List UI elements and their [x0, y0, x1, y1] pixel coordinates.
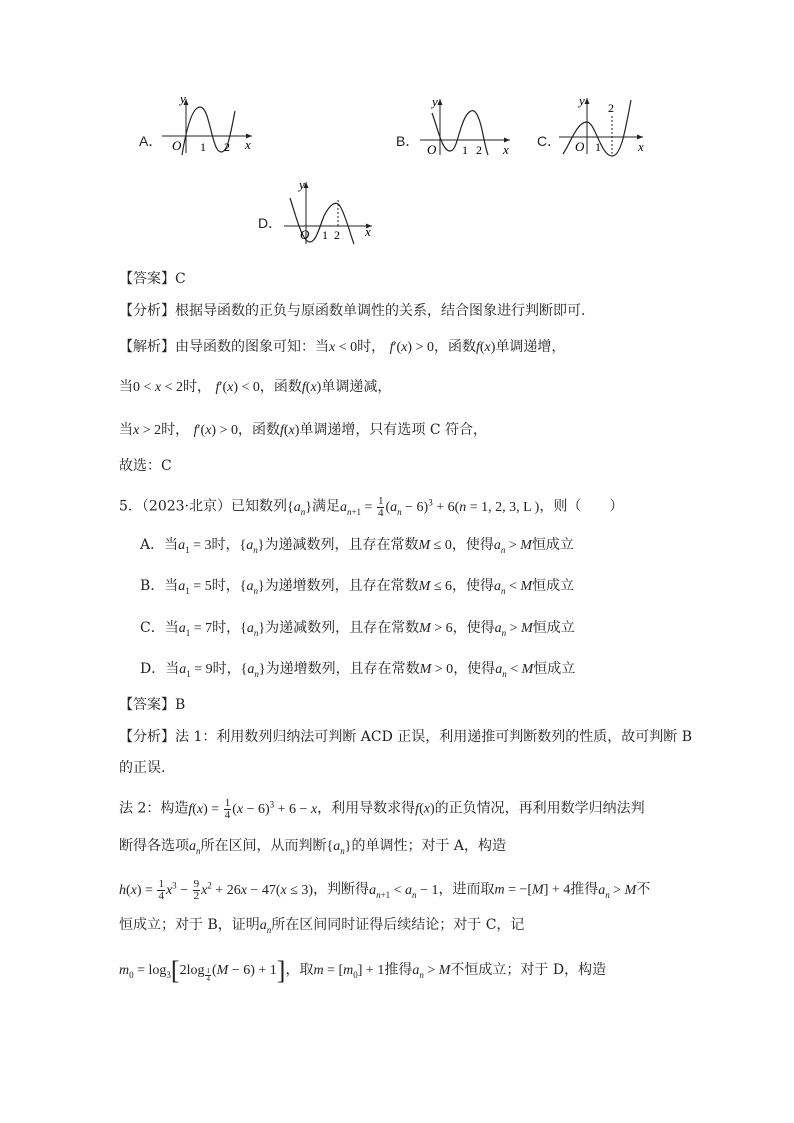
text-segment: B．当	[140, 578, 179, 594]
math-inline: $\{a_n\}$	[239, 538, 265, 555]
option-d-y-label: y	[299, 177, 305, 192]
math-inline: $a_n > M$	[493, 538, 532, 555]
text-segment: 时，	[211, 537, 240, 553]
option-c-graph	[557, 92, 652, 161]
option-b-tick-2: 2	[476, 143, 482, 157]
text-segment: 法 1：利用数列归纳法可判断 ACD 正误，利用递推可判断数列的性质，故可判断 B	[175, 729, 693, 745]
text-segment: ，利用导数求得	[317, 800, 416, 817]
math-inline: $\{a_n\}$	[287, 499, 312, 517]
q5-stem	[119, 492, 623, 521]
option-d-origin: O	[300, 227, 310, 242]
text-segment: ，使得	[451, 537, 494, 553]
text-segment: 单调递增，只有选项 C 符合，	[299, 422, 488, 438]
q5-option-c	[140, 618, 575, 643]
text-segment: ，判断得	[313, 881, 370, 898]
text-segment: 单调递减，	[321, 379, 392, 395]
math-inline: f(x)	[279, 423, 300, 438]
math-inline: 0 < x < 2	[133, 380, 184, 395]
math-inline: $a_1 = 7$	[178, 621, 213, 638]
text-segment: ，使得	[453, 661, 496, 677]
math-inline: f(x)	[475, 340, 496, 355]
math-inline: f(x)	[415, 801, 435, 817]
text-segment: 为递增数列，且存在常数	[265, 661, 420, 677]
option-c-origin: O	[575, 139, 585, 154]
q4-answer-tag: 【答案】	[119, 271, 175, 287]
q4-solution-line-1	[119, 337, 565, 358]
math-inline: f(x)	[301, 380, 322, 395]
q5-analysis-line-3	[119, 794, 645, 821]
text-segment: 时，	[211, 578, 240, 594]
option-d-x-label: x	[365, 224, 371, 239]
math-inline: h(x) = $\frac{1}{4}$ $x^3$ − $\frac{9}{2}$ $x^2 + 26x - 47(x \le 3)$	[119, 877, 314, 902]
text-segment: 恒成立	[533, 661, 576, 677]
text-segment: 法 2：构造	[119, 800, 189, 817]
text-segment: 的单调性；对于 A，构造	[351, 838, 507, 854]
text-segment: 时，	[183, 379, 212, 395]
text-segment: 恒成立；对于 B，证明	[119, 917, 260, 933]
math-inline: $a_1 = 9$	[179, 662, 213, 679]
q5-answer-line	[119, 695, 185, 715]
q5-option-a	[140, 535, 574, 560]
q5-analysis-line-1	[119, 727, 692, 747]
text-segment: 所在区间同时证得后续结论；对于 C，记	[271, 917, 525, 933]
q4-analysis-line	[119, 301, 585, 321]
q4-analysis-tag: 【分析】	[119, 303, 175, 319]
q5-analysis-line-6	[119, 915, 524, 940]
text-segment: ，使得	[452, 620, 495, 636]
math-inline: $\{a_n\}$	[240, 621, 266, 638]
math-inline: $a_n > M$	[494, 621, 533, 638]
q4-solution-line-2	[119, 377, 391, 398]
math-inline: f(x) = $\frac{1}{4}$ $(x - 6)^3 + 6 - x$	[188, 796, 318, 821]
text-segment: ，函数	[433, 339, 476, 355]
math-inline: $\{a_n\}$	[326, 839, 352, 856]
math-inline: $a_n < M$	[494, 579, 533, 596]
math-inline: $a_{n+1} < a_n - 1$	[369, 882, 439, 900]
text-segment: 的正负情况，再利用数学归纳法判	[434, 800, 645, 817]
text-segment: 满足	[311, 498, 340, 515]
math-inline: M ≤ 0	[418, 538, 452, 553]
text-segment: 当	[119, 379, 133, 395]
text-segment: D．当	[140, 661, 180, 677]
q5-option-d	[140, 659, 575, 684]
text-segment: 时，	[212, 661, 241, 677]
text-segment: ，使得	[452, 578, 495, 594]
q5-answer-value: B	[175, 697, 186, 713]
q5-answer-tag: 【答案】	[119, 697, 175, 713]
math-inline: $a_n$	[259, 918, 272, 935]
text-segment: 单调递增，	[495, 339, 566, 355]
q5-analysis-line-2: 的正误.	[119, 760, 166, 776]
q4-answer-line	[119, 269, 186, 289]
text-segment: 为递增数列，且存在常数	[264, 578, 419, 594]
option-b-x-label: x	[503, 142, 509, 157]
text-segment: 恒成立	[532, 578, 575, 594]
text-segment: 由导函数的图象可知：当	[175, 339, 329, 355]
text-segment: 为递减数列，且存在常数	[265, 620, 420, 636]
q5-option-b	[140, 576, 574, 601]
option-c-tick-1: 1	[595, 140, 601, 154]
option-a-y-label: y	[180, 91, 186, 106]
option-d-tick-1: 1	[322, 228, 328, 242]
option-d-letter: D．	[258, 215, 283, 231]
math-inline: $a_1 = 3$	[178, 538, 212, 555]
q4-solution-tag: 【解析】	[119, 339, 175, 355]
math-inline: x > 2	[133, 423, 162, 438]
text-segment: A．当	[140, 537, 179, 553]
text-segment: 5．（2023·北京）已知数列	[119, 498, 287, 515]
q5-analysis-line-5	[119, 875, 650, 904]
math-inline: M > 0	[419, 662, 454, 677]
text-segment: ，取	[285, 962, 314, 978]
math-inline: m = −[M] + 4	[494, 882, 571, 898]
option-d-tick-2: 2	[334, 228, 340, 242]
math-inline: $a_n > M$	[598, 882, 637, 900]
q5-analysis-tag: 【分析】	[119, 729, 175, 745]
option-b-tick-1: 1	[462, 143, 468, 157]
option-b-letter: B．	[396, 133, 420, 149]
text-segment: 推得	[384, 962, 413, 978]
math-inline: $a_n$	[189, 839, 201, 856]
text-segment: 所在区间，从而判断	[200, 838, 327, 854]
text-segment: 为递减数列，且存在常数	[264, 537, 419, 553]
option-a-letter: A．	[139, 133, 163, 149]
text-segment: 恒成立	[531, 537, 574, 553]
text-segment: ，函数	[237, 422, 280, 438]
option-a-origin: O	[172, 138, 182, 153]
option-b-origin: O	[427, 142, 437, 157]
option-d-graph	[282, 178, 377, 252]
q4-answer-value: C	[175, 271, 186, 287]
text-segment: 推得	[570, 881, 599, 898]
q5-analysis-line-7	[119, 955, 607, 985]
math-inline: $a_n < M$	[495, 662, 534, 679]
option-a-x-label: x	[245, 137, 251, 152]
option-b-graph	[418, 95, 518, 161]
text-segment: 时，	[212, 620, 241, 636]
option-c-y-label: y	[579, 93, 585, 108]
math-inline: $\{a_n\}$	[239, 579, 265, 596]
math-inline: M > 6	[419, 621, 453, 636]
option-b-y-label: y	[432, 94, 438, 109]
text-segment: ，则（ ）	[539, 498, 624, 515]
math-inline: $a_n > M$	[412, 963, 451, 980]
q4-solution-line-3	[119, 420, 487, 441]
math-inline: M ≤ 6	[418, 579, 453, 594]
text-segment: 不	[636, 881, 651, 898]
math-inline: $m_0 = \log_3[2\log$ $_{\frac{1}{4}}$ (M − 6) + 1]	[119, 955, 286, 985]
text-segment: ，进而取	[438, 881, 495, 898]
math-inline: $m = [m_0] + 1$	[313, 963, 385, 980]
math-inline: f′(x) > 0	[389, 340, 434, 355]
text-segment: 当	[119, 422, 133, 438]
text-segment: 时，	[357, 339, 386, 355]
option-a-graph	[160, 91, 260, 159]
text-segment: C．当	[140, 620, 179, 636]
text-segment: 断得各选项	[119, 838, 189, 854]
math-inline: f′(x) < 0	[215, 380, 260, 395]
option-c-letter: C．	[537, 133, 562, 149]
q4-analysis-text: 根据导函数的正负与原函数单调性的关系，结合图象进行判断即可.	[175, 303, 586, 319]
math-inline: $\{a_n\}$	[240, 662, 266, 679]
q5-analysis-line-4	[119, 836, 506, 861]
option-c-tick-2: 2	[608, 101, 614, 115]
option-c-x-label: x	[638, 139, 644, 154]
math-inline: $a_1 = 5$	[178, 579, 212, 596]
text-segment: 恒成立	[532, 620, 575, 636]
q4-solution-line-4: 故选：C	[119, 458, 172, 474]
math-inline: $a_{n+1}$ = $\frac{1}{4}$ $(a_n - 6)^3 + 6(n = 1$, 2, 3, L )	[339, 494, 540, 519]
math-inline: f′(x) > 0	[193, 423, 238, 438]
text-segment: ，函数	[259, 379, 302, 395]
text-segment: 不恒成立；对于 D，构造	[450, 962, 607, 978]
math-inline: x < 0	[329, 340, 358, 355]
option-a-tick-2: 2	[224, 140, 230, 154]
option-a-tick-1: 1	[200, 140, 206, 154]
text-segment: 时，	[161, 422, 190, 438]
